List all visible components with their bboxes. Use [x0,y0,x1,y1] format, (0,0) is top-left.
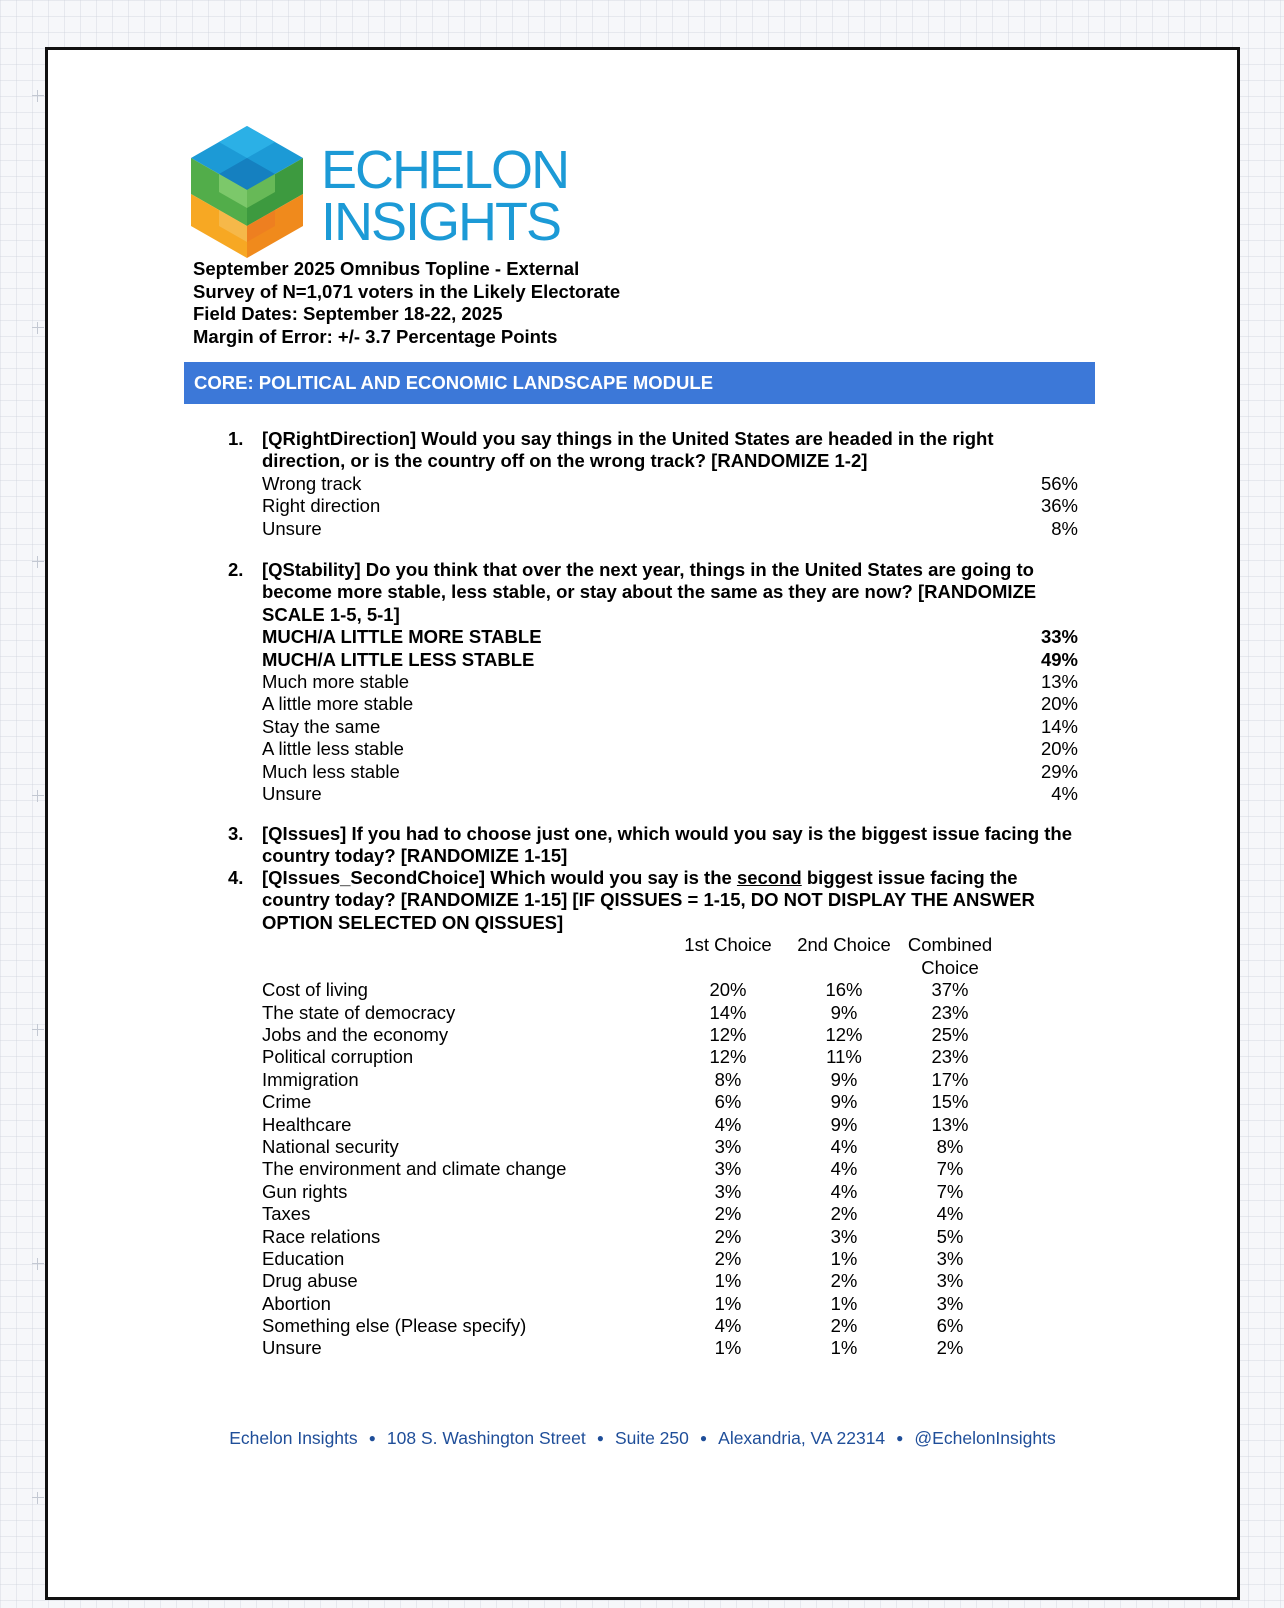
question-2 [228,559,1078,805]
cell-combined: 6% [936,1315,964,1337]
answer-label: A little less stable [262,738,404,760]
document-page [45,47,1240,1600]
question-number: 2. [228,559,244,580]
cell-combined: 7% [936,1158,964,1180]
answer-label: Right direction [262,495,381,517]
cell-combined: 25% [931,1024,969,1045]
section-banner: CORE: POLITICAL AND ECONOMIC LANDSCAPE MODULE [184,362,1095,404]
crop-mark [32,1258,44,1270]
table-row [262,1114,1078,1136]
question-number: 4. [228,867,244,888]
cell-second: 4% [830,1135,858,1157]
table-row [262,1136,1078,1158]
logo-text-insights: INSIGHTS [321,192,561,252]
cell-first: 20% [709,979,747,1001]
cell-second: 16% [825,979,863,1001]
report-meta [193,258,620,348]
issues-table-body [228,979,1078,1360]
table-row [262,1181,1078,1203]
answer-value: 13% [1040,671,1078,692]
answer-value: 4% [1051,782,1078,804]
answer-label: Stay the same [262,715,381,737]
hexagon-cube-icon [191,126,611,258]
column-header-2nd-choice: 2nd Choice [797,934,891,956]
cell-first: 6% [714,1091,742,1113]
cell-first: 1% [714,1270,742,1292]
echelon-insights-logo [191,126,611,258]
answer-value: 8% [1051,517,1078,539]
answer-label: MUCH/A LITTLE LESS STABLE [262,648,535,670]
field-dates: Field Dates: September 18-22, 2025 [193,303,503,324]
issue-label: The environment and climate change [262,1158,567,1180]
cell-combined: 3% [936,1270,964,1292]
answer-row [262,495,1078,517]
cell-second: 4% [830,1180,858,1202]
question-text: [QRightDirection] Would you say things in the United States are headed in the right direction, or is the country off on the wrong track? [RANDOMIZE 1-2] [262,428,994,472]
answer-row [262,518,1078,540]
cell-combined: 7% [936,1180,964,1202]
cell-second: 9% [830,1068,858,1090]
footer-handle: @EchelonInsights [914,1428,1056,1448]
footer-suite: Suite 250 [614,1428,689,1448]
footer-company: Echelon Insights [229,1428,358,1448]
bullet-icon: ● [896,1431,904,1445]
cell-combined: 3% [936,1292,964,1314]
crop-mark [32,1492,44,1504]
table-row [262,1069,1078,1091]
cell-combined: 15% [931,1091,969,1113]
table-row [262,1024,1078,1046]
answer-label: A little more stable [262,693,414,715]
cell-second: 9% [830,1113,858,1135]
cell-first: 12% [709,1046,747,1068]
issue-label: Drug abuse [262,1270,358,1292]
cell-combined: 2% [936,1337,964,1359]
issue-label: Race relations [262,1225,381,1247]
question-text-part: biggest issue facing the country today? [RANDOMIZE 1-15] [IF QISSUES = 1-15, DO NOT DISPLAY THE ANSWER OPTION SELECTED ON QISSUES] [262,867,1035,933]
answer-label: Much more stable [262,671,410,692]
issue-label: Jobs and the economy [262,1024,449,1045]
bullet-icon: ● [368,1431,376,1445]
issue-label: Healthcare [262,1113,352,1135]
question-text-emphasis: second [736,867,802,888]
cell-first: 1% [714,1292,742,1314]
survey-sample: Survey of N=1,071 voters in the Likely Electorate [193,280,621,302]
answer-label: Unsure [262,517,322,539]
cell-combined: 23% [931,1046,969,1068]
answer-value: 33% [1040,626,1078,648]
question-text [262,867,1078,934]
issue-label: Political corruption [262,1046,414,1068]
cell-first: 12% [709,1024,747,1045]
answer-label: Much less stable [262,760,400,782]
cell-second: 2% [830,1315,858,1337]
issue-label: Something else (Please specify) [262,1315,527,1337]
question-text: [QStability] Do you think that over the next year, things in the United States are going to become more stable, less stable, or stay about the same as they are now? [RANDOMIZE SCALE 1-5, 5-1] [262,559,1037,625]
table-row [262,1226,1078,1248]
answer-row [262,738,1078,760]
cell-second: 9% [830,1001,858,1023]
issue-label: Cost of living [262,979,368,1001]
bullet-icon: ● [596,1431,604,1445]
question-number: 3. [228,823,244,844]
answer-value: 36% [1040,495,1078,517]
cell-first: 8% [714,1068,742,1090]
cell-combined: 8% [936,1135,964,1157]
cell-first: 3% [714,1158,742,1180]
cell-combined: 4% [936,1203,964,1225]
cell-second: 2% [830,1203,858,1225]
cell-combined: 23% [931,1001,969,1023]
answer-row [262,473,1078,495]
issue-label: Taxes [262,1203,311,1225]
answer-label: Unsure [262,782,322,804]
answer-row [262,783,1078,805]
table-row [262,1046,1078,1068]
cell-first: 4% [714,1315,742,1337]
table-row [262,1091,1078,1113]
table-row [262,1002,1078,1024]
question-number: 1. [228,428,244,449]
answer-value: 14% [1040,715,1078,737]
question-4 [228,867,1078,1360]
cell-combined: 13% [931,1113,969,1135]
cell-second: 11% [826,1046,862,1068]
crop-mark [32,790,44,802]
cell-second: 1% [830,1337,858,1359]
table-row [262,1270,1078,1292]
answer-row [262,693,1078,715]
table-header [262,934,1078,979]
cell-first: 3% [714,1135,742,1157]
question-text: [QIssues] If you had to choose just one, which would you say is the biggest issue facing the country today? [RANDOMIZE 1-15] [262,823,1073,867]
question-1 [228,428,1078,540]
issue-label: Crime [262,1091,312,1113]
cell-second: 12% [825,1024,863,1045]
issue-label: National security [262,1135,399,1157]
crop-mark [32,90,44,102]
table-row [262,1158,1078,1180]
answer-row [262,671,1078,693]
cell-first: 2% [714,1203,742,1225]
cell-second: 4% [830,1158,858,1180]
table-row [262,979,1078,1001]
report-title: September 2025 Omnibus Topline - External [193,258,580,279]
summary-row [262,626,1078,648]
cell-combined: 3% [936,1247,964,1269]
cell-combined: 37% [931,979,969,1001]
cell-second: 9% [830,1091,858,1113]
issue-label: Gun rights [262,1180,348,1202]
column-header-combined-choice: Combined Choice [907,934,993,978]
crop-mark [32,322,44,334]
cell-first: 2% [714,1225,742,1247]
cell-first: 2% [714,1247,742,1269]
issue-label: Abortion [262,1292,331,1314]
question-text-part: [QIssues_SecondChoice] Which would you say is the [262,867,737,888]
answer-label: MUCH/A LITTLE MORE STABLE [262,626,542,648]
question-3 [228,823,1078,868]
bullet-icon: ● [699,1431,708,1445]
answer-value: 49% [1040,648,1078,670]
cell-second: 3% [830,1225,858,1247]
footer-city: Alexandria, VA 22314 [718,1428,886,1448]
answer-row [262,761,1078,783]
cell-first: 14% [709,1001,747,1023]
page-footer [48,1428,1237,1449]
footer-street: 108 S. Washington Street [386,1428,586,1448]
issue-label: Unsure [262,1337,322,1359]
table-row [262,1315,1078,1337]
answer-value: 20% [1040,693,1078,715]
answer-label: Wrong track [262,472,362,494]
cell-second: 1% [830,1247,858,1269]
cell-second: 1% [830,1292,858,1314]
cell-combined: 5% [936,1225,964,1247]
table-row [262,1293,1078,1315]
table-row [262,1337,1078,1359]
summary-row [262,649,1078,671]
cell-combined: 17% [931,1068,969,1090]
crop-mark [32,556,44,568]
crop-mark [32,1024,44,1036]
cell-second: 2% [830,1270,858,1292]
margin-of-error: Margin of Error: +/- 3.7 Percentage Points [193,325,558,347]
answer-value: 29% [1040,760,1078,782]
answer-value: 56% [1040,472,1078,494]
answer-row [262,716,1078,738]
cell-first: 3% [714,1180,742,1202]
table-row [262,1248,1078,1270]
column-header-1st-choice: 1st Choice [684,934,772,956]
issue-label: Education [262,1247,345,1269]
cell-first: 1% [714,1337,742,1359]
cell-first: 4% [714,1113,742,1135]
table-row [262,1203,1078,1225]
issue-label: The state of democracy [262,1001,456,1023]
issue-label: Immigration [262,1068,359,1090]
answer-value: 20% [1040,738,1078,760]
logo-text-echelon: ECHELON [321,140,569,200]
